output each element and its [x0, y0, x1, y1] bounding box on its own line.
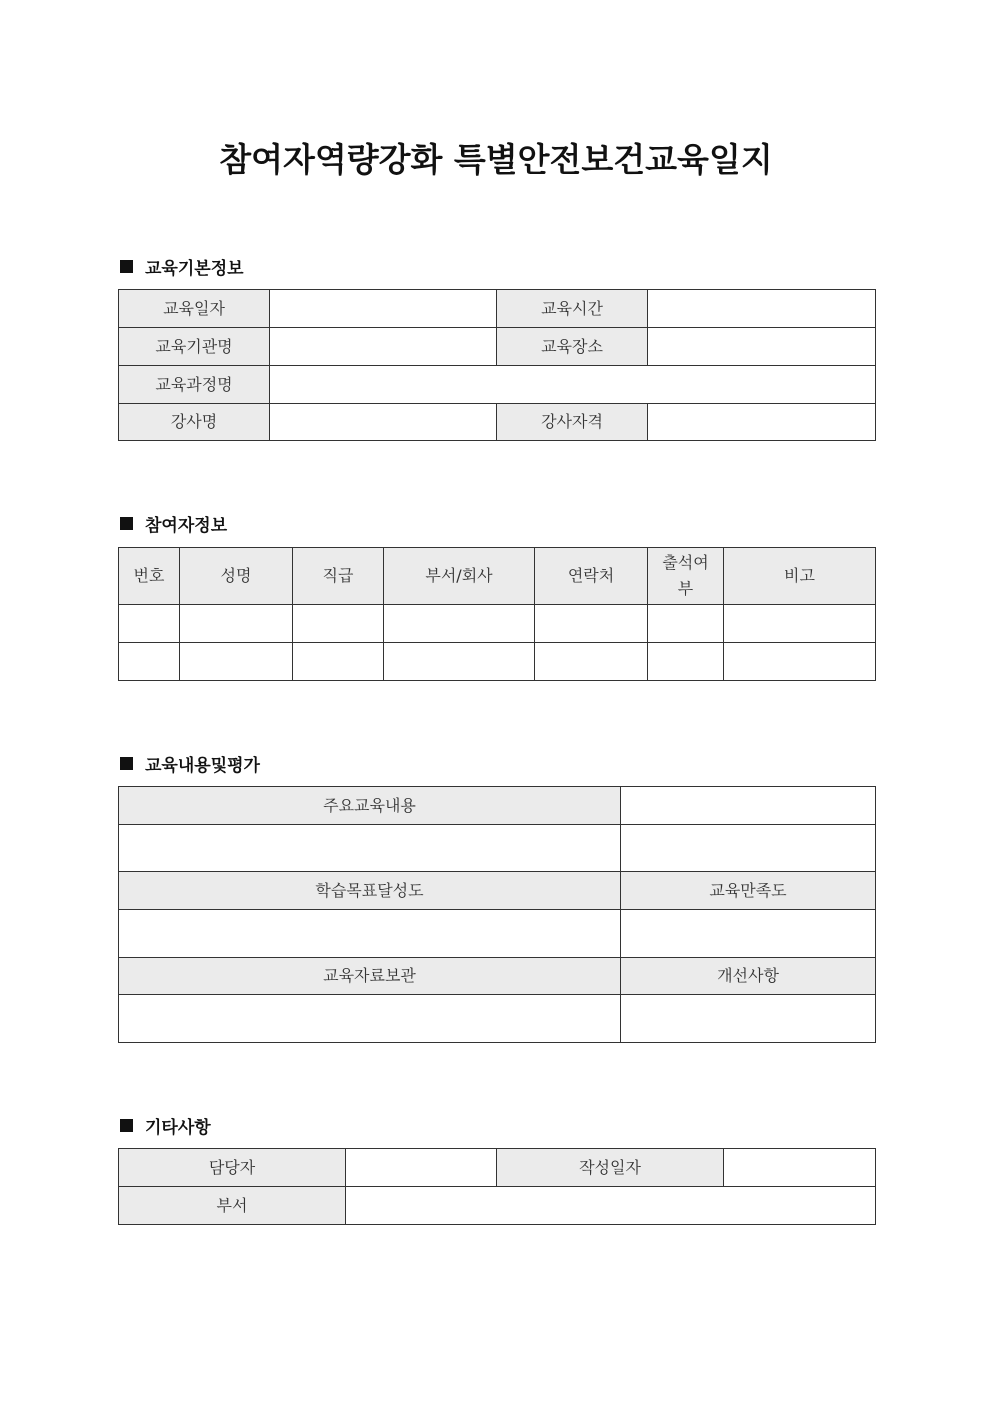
label-written-date: 작성일자 [497, 1149, 724, 1187]
table-row [119, 605, 876, 643]
content-evaluation-table [118, 786, 876, 1043]
label-materials: 교육자료보관 [119, 958, 621, 995]
field-main-content[interactable] [119, 825, 621, 872]
label-org: 교육기관명 [119, 328, 270, 366]
column-header-department: 부서/회사 [384, 548, 535, 605]
column-header-position: 직급 [293, 548, 384, 605]
participants-table [118, 547, 876, 681]
etc-table [118, 1148, 876, 1225]
column-header-contact: 연락처 [535, 548, 648, 605]
section-heading-participants-text: 참여자정보 [145, 516, 228, 536]
cell-attendance[interactable] [648, 643, 724, 681]
section-heading-content-text: 교육내용및평가 [145, 756, 260, 776]
field-department[interactable] [346, 1187, 876, 1225]
label-manager: 담당자 [119, 1149, 346, 1187]
field-time[interactable] [648, 290, 876, 328]
section-heading-etc [120, 1113, 211, 1138]
page-title: 참여자역량강화 특별안전보건교육일지 [219, 140, 773, 179]
table-row [119, 643, 876, 681]
label-improvement: 개선사항 [621, 958, 876, 995]
square-bullet-icon [120, 517, 133, 530]
label-place: 교육장소 [497, 328, 648, 366]
field-satisfaction[interactable] [621, 910, 876, 958]
cell-position[interactable] [293, 643, 384, 681]
cell-department[interactable] [384, 643, 535, 681]
cell-number[interactable] [119, 643, 180, 681]
label-achievement: 학습목표달성도 [119, 872, 621, 910]
section-heading-participants [120, 511, 227, 536]
cell-contact[interactable] [535, 605, 648, 643]
label-main-content: 주요교육내용 [119, 787, 621, 825]
label-course: 교육과정명 [119, 366, 270, 404]
column-header-remarks: 비고 [724, 548, 876, 605]
field-written-date[interactable] [724, 1149, 876, 1187]
field-date[interactable] [270, 290, 497, 328]
basic-info-table [118, 289, 876, 441]
section-heading-basic-text: 교육기본정보 [145, 259, 244, 279]
cell-remarks[interactable] [724, 605, 876, 643]
field-main-content-extra[interactable] [621, 825, 876, 872]
cell-name[interactable] [180, 605, 293, 643]
field-course[interactable] [270, 366, 876, 404]
cell-department[interactable] [384, 605, 535, 643]
square-bullet-icon [120, 260, 133, 273]
cell-remarks[interactable] [724, 643, 876, 681]
label-department: 부서 [119, 1187, 346, 1225]
label-date: 교육일자 [119, 290, 270, 328]
field-achievement[interactable] [119, 910, 621, 958]
field-org[interactable] [270, 328, 497, 366]
cell-position[interactable] [293, 605, 384, 643]
field-instructor[interactable] [270, 404, 497, 441]
section-heading-basic [120, 254, 244, 279]
field-improvement[interactable] [621, 995, 876, 1043]
field-qualification[interactable] [648, 404, 876, 441]
field-materials[interactable] [119, 995, 621, 1043]
column-header-attendance: 출석여부 [648, 548, 724, 605]
label-qualification: 강사자격 [497, 404, 648, 441]
square-bullet-icon [120, 1119, 133, 1132]
cell-number[interactable] [119, 605, 180, 643]
section-heading-etc-text: 기타사항 [145, 1118, 211, 1138]
cell-name[interactable] [180, 643, 293, 681]
section-heading-content [120, 751, 260, 776]
field-main-content-side[interactable] [621, 787, 876, 825]
cell-contact[interactable] [535, 643, 648, 681]
label-instructor: 강사명 [119, 404, 270, 441]
cell-attendance[interactable] [648, 605, 724, 643]
label-time: 교육시간 [497, 290, 648, 328]
square-bullet-icon [120, 757, 133, 770]
column-header-number: 번호 [119, 548, 180, 605]
column-header-name: 성명 [180, 548, 293, 605]
field-place[interactable] [648, 328, 876, 366]
label-satisfaction: 교육만족도 [621, 872, 876, 910]
field-manager[interactable] [346, 1149, 497, 1187]
